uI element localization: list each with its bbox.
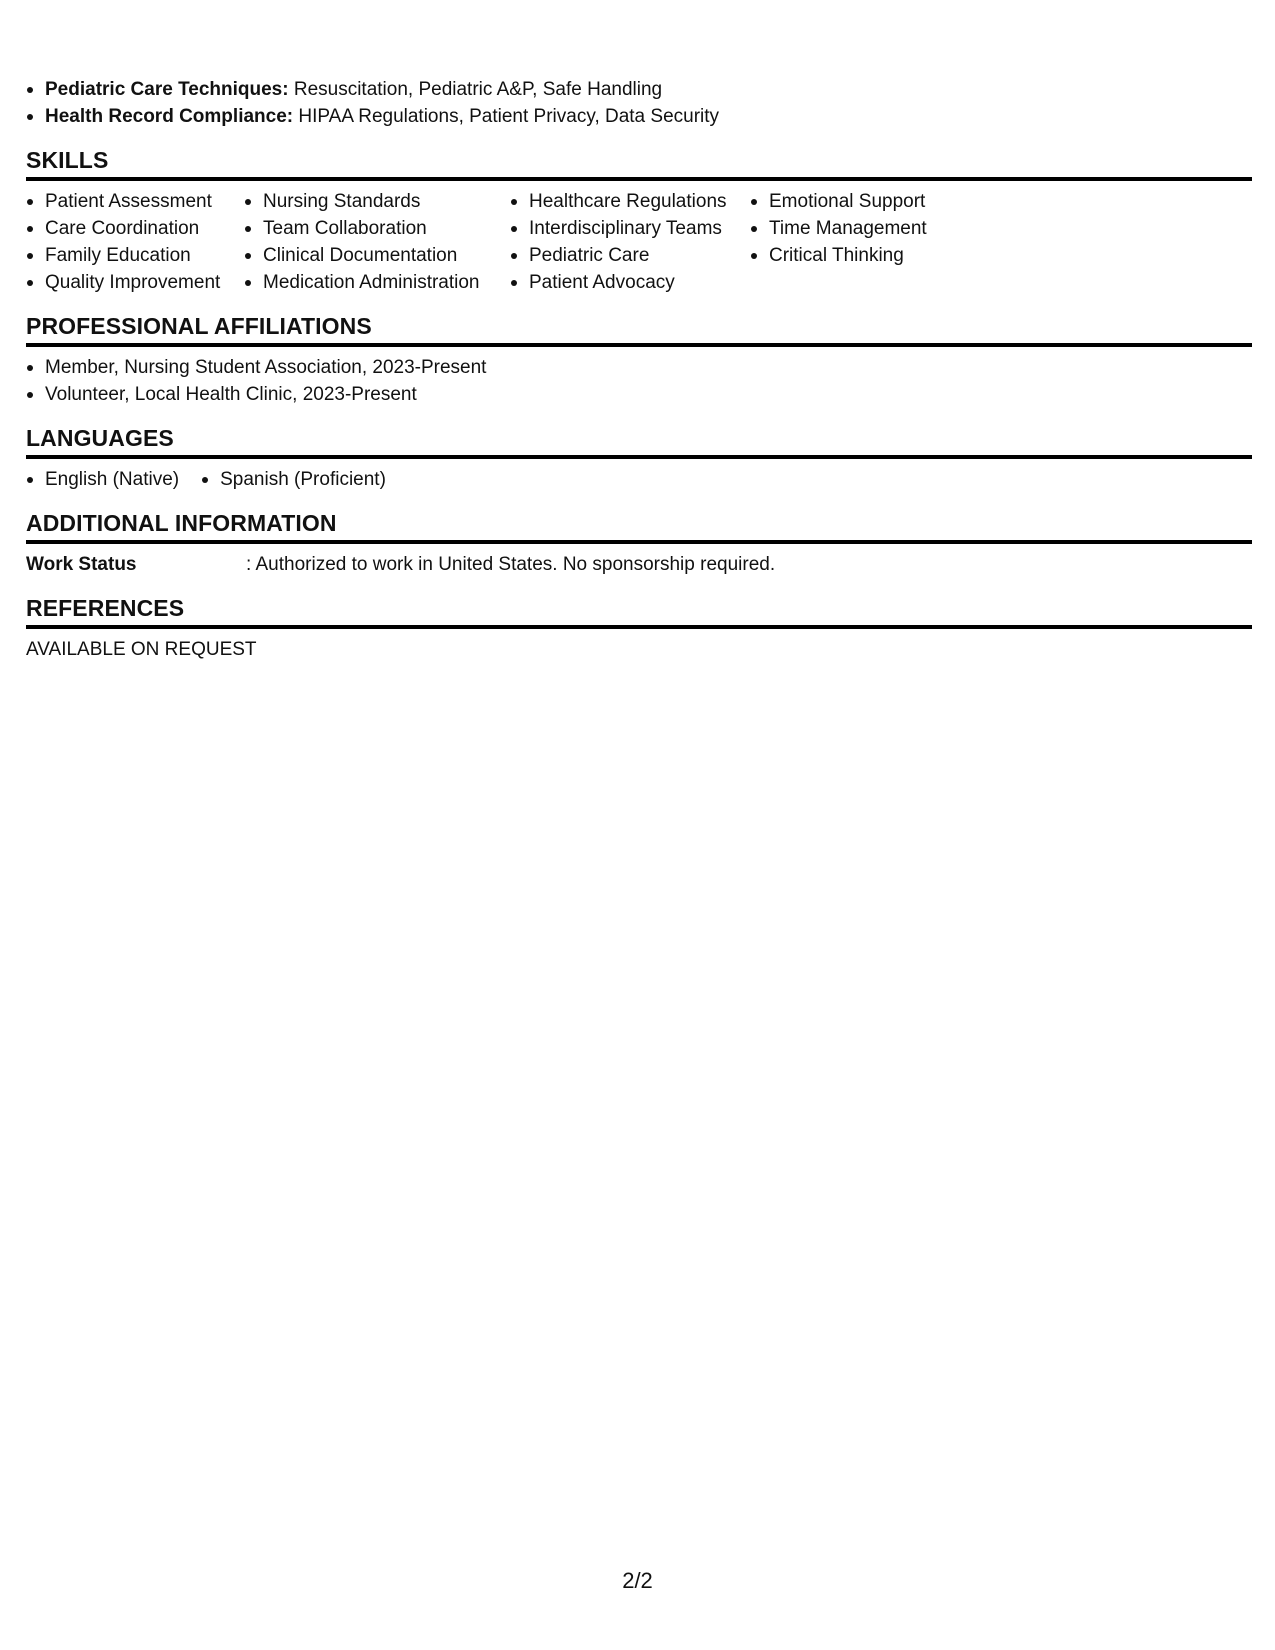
section-title: REFERENCES (26, 594, 1252, 629)
skills-column (244, 188, 510, 296)
list-item: Volunteer, Local Health Clinic, 2023-Present (26, 381, 1252, 408)
additional-info-section (26, 509, 1252, 578)
skill-item: Care Coordination (26, 215, 244, 242)
list-item: Member, Nursing Student Association, 2023-Present (26, 354, 1252, 381)
language-item: English (Native) (26, 466, 179, 493)
list-item (26, 103, 1252, 130)
skill-item: Time Management (750, 215, 950, 242)
resume-page (26, 76, 1252, 663)
skill-item: Family Education (26, 242, 244, 269)
skills-column (26, 188, 244, 296)
section-title: ADDITIONAL INFORMATION (26, 509, 1252, 544)
section-title: PROFESSIONAL AFFILIATIONS (26, 312, 1252, 347)
skill-item: Quality Improvement (26, 269, 244, 296)
skill-item: Nursing Standards (244, 188, 510, 215)
item-text: Resuscitation, Pediatric A&P, Safe Handling (288, 79, 663, 100)
item-label: Pediatric Care Techniques: (45, 79, 289, 100)
language-item: Spanish (Proficient) (201, 466, 386, 493)
skills-column (750, 188, 950, 296)
page-number: 2/2 (622, 1568, 653, 1593)
item-text: HIPAA Regulations, Patient Privacy, Data Security (293, 106, 720, 127)
skill-item: Patient Assessment (26, 188, 244, 215)
skill-item: Medication Administration (244, 269, 510, 296)
skills-grid (26, 181, 1252, 296)
skill-item: Healthcare Regulations (510, 188, 750, 215)
skill-item: Interdisciplinary Teams (510, 215, 750, 242)
languages-section (26, 424, 1252, 493)
competencies-list (26, 76, 1252, 130)
skill-item: Clinical Documentation (244, 242, 510, 269)
skill-item: Pediatric Care (510, 242, 750, 269)
list-item (26, 76, 1252, 103)
work-status-row (26, 544, 1252, 578)
section-title: SKILLS (26, 146, 1252, 181)
section-title: LANGUAGES (26, 424, 1252, 459)
affiliations-section (26, 312, 1252, 408)
languages-list (26, 459, 1252, 493)
skill-item: Patient Advocacy (510, 269, 750, 296)
skills-column (510, 188, 750, 296)
affiliations-list (26, 347, 1252, 408)
references-section (26, 594, 1252, 663)
work-status-value: : Authorized to work in United States. No sponsorship required. (246, 554, 776, 575)
skill-item: Critical Thinking (750, 242, 950, 269)
skill-item: Emotional Support (750, 188, 950, 215)
work-status-label: Work Status (26, 554, 137, 575)
skill-item: Team Collaboration (244, 215, 510, 242)
item-label: Health Record Compliance: (45, 106, 294, 127)
skills-section (26, 146, 1252, 296)
references-text: AVAILABLE ON REQUEST (26, 639, 257, 660)
